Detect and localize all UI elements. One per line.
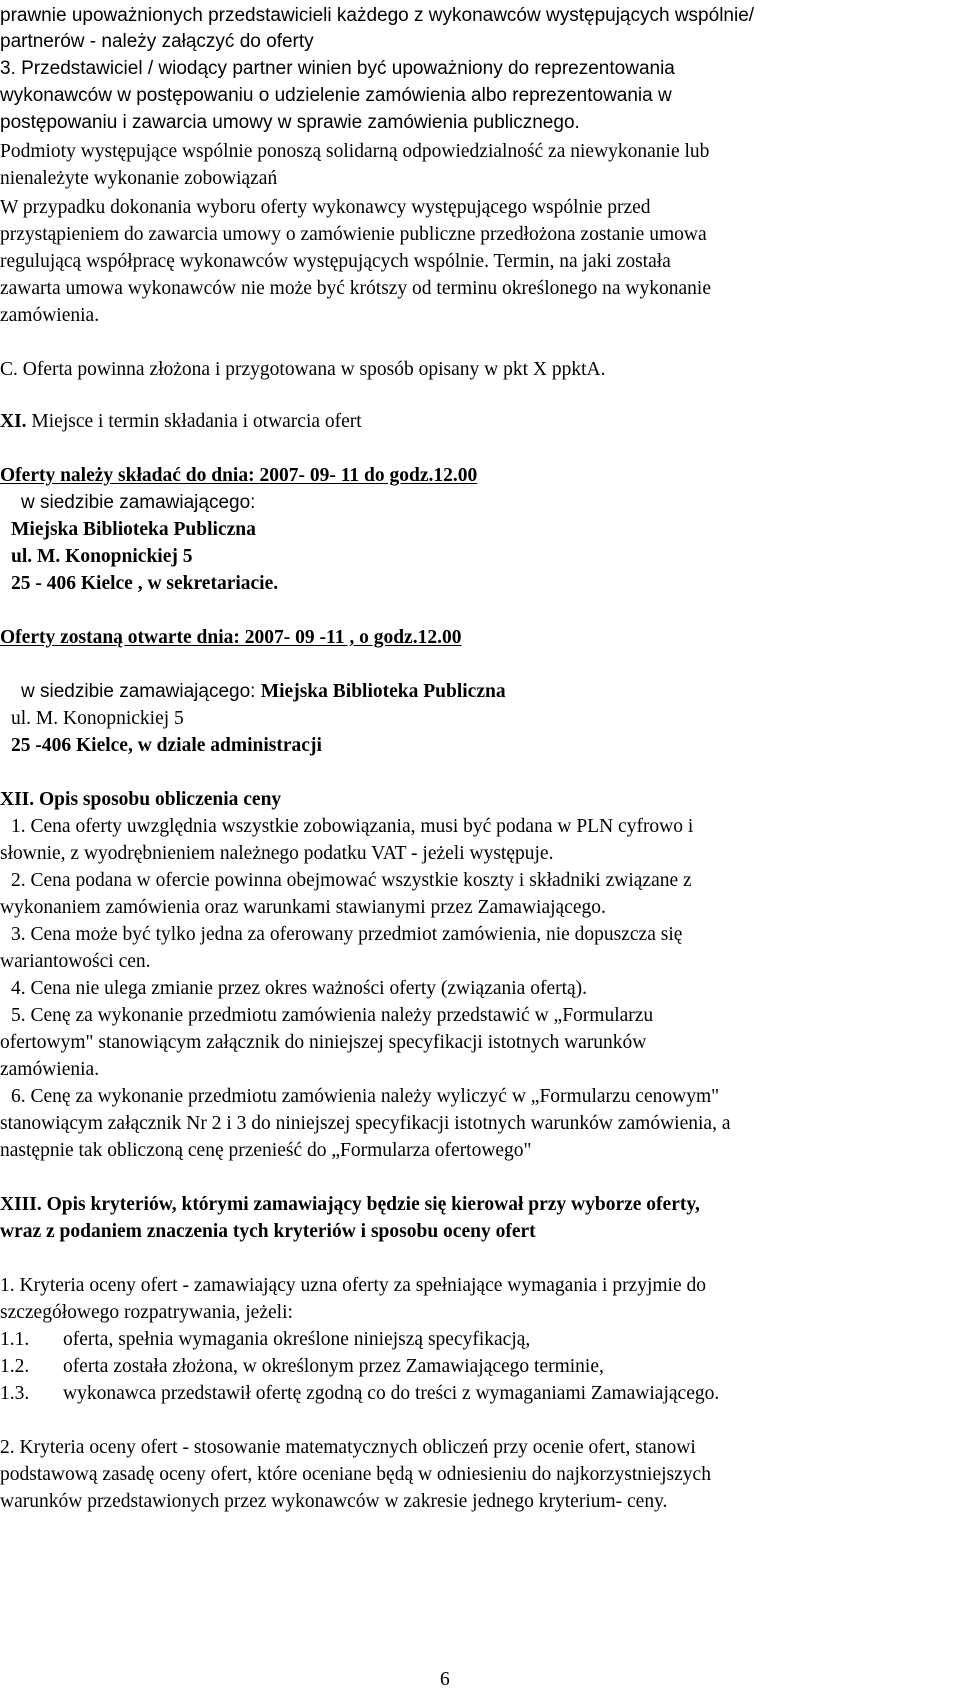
price-point-3: 3. Cena może być tylko jedna za oferowany przedmiot zamówienia, nie dopuszcza się [11, 924, 683, 945]
text-line: szczegółowego rozpatrywania, jeżeli: [0, 1302, 293, 1323]
street-address-2: ul. M. Konopnickiej 5 [11, 708, 184, 729]
price-point-1: 1. Cena oferty uwzględnia wszystkie zobowiązania, musi być podana w PLN cyfrowo i [11, 816, 694, 837]
text-line: partnerów - należy załączyć do oferty [0, 31, 314, 52]
section-title: Miejsce i termin składania i otwarcia ofert [26, 411, 362, 432]
deadline-value: 2007- 09- 11 do godz.12.00 [259, 465, 478, 486]
text-line: zamówienia. [0, 305, 100, 326]
criteria-item [0, 1382, 719, 1406]
text-line: 3. Przedstawiciel / wiodący partner winien być upoważniony do reprezentowania [0, 58, 675, 79]
text-line: podstawową zasadę oceny ofert, które oceniane będą w odniesieniu do najkorzystniejszych [0, 1464, 711, 1485]
text-line: następnie tak obliczoną cenę przenieść do „Formularza ofertowego" [0, 1140, 532, 1161]
text-line: ofertowym" stanowiącym załącznik do niniejszej specyfikacji istotnych warunków [0, 1032, 647, 1053]
opening-value: 2007- 09 -11 , o godz.12.00 [244, 627, 462, 648]
institution-name: Miejska Biblioteka Publiczna [11, 519, 256, 540]
price-point-5: 5. Cenę za wykonanie przedmiotu zamówienia należy przedstawić w „Formularzu [11, 1005, 654, 1026]
text-line: wykonaniem zamówienia oraz warunkami stawianymi przez Zamawiającego. [0, 897, 606, 918]
text-line: wykonawców w postępowaniu o udzielenie zamówienia albo reprezentowania w [0, 85, 672, 106]
section-title: Opis sposobu obliczenia ceny [34, 789, 282, 810]
section-xiii-heading-cont: wraz z podaniem znaczenia tych kryteriów i sposobu oceny ofert [0, 1221, 536, 1242]
text-line: Podmioty występujące wspólnie ponoszą solidarną odpowiedzialność za niewykonanie lub [0, 141, 710, 162]
opening-line [0, 626, 461, 650]
text-line: zamówienia. [0, 1059, 100, 1080]
text-line: W przypadku dokonania wyboru oferty wykonawcy występującego wspólnie przed [0, 197, 651, 218]
opening-label: Oferty zostaną otwarte dnia: [0, 627, 245, 648]
institution-name-2: Miejska Biblioteka Publiczna [260, 681, 506, 702]
deadline-label: Oferty należy składać do dnia: [0, 465, 260, 486]
text-line: przystąpieniem do zawarcia umowy o zamówienie publiczne przedłożona zostanie umowa [0, 224, 707, 245]
criteria-item-number: 1.2. [0, 1356, 30, 1377]
text-line: postępowaniu i zawarcia umowy w sprawie zamówienia publicznego. [0, 112, 580, 133]
criteria-item-text: oferta, spełnia wymagania określone niniejszą specyfikacją, [63, 1329, 531, 1350]
offer-c-paragraph: C. Oferta powinna złożona i przygotowana w sposób opisany w pkt X ppktA. [0, 359, 606, 380]
section-xiii-heading: XIII. Opis kryteriów, którymi zamawiający będzie się kierował przy wyborze oferty, [0, 1194, 700, 1215]
criteria-point-2: 2. Kryteria oceny ofert - stosowanie matematycznych obliczeń przy ocenie ofert, stanowi [0, 1437, 696, 1458]
city-office: 25 - 406 Kielce , w sekretariacie. [11, 573, 279, 594]
text-line: prawnie upoważnionych przedstawicieli każdego z wykonawców występujących wspólnie/ [0, 5, 755, 26]
price-point-4: 4. Cena nie ulega zmianie przez okres ważności oferty (związania ofertą). [11, 978, 588, 999]
street-address: ul. M. Konopnickiej 5 [11, 546, 193, 567]
price-point-2: 2. Cena podana w ofercie powinna obejmować wszystkie koszty i składniki związane z [11, 870, 692, 891]
text-line: zawarta umowa wykonawców nie może być krótszy od terminu określonego na wykonanie [0, 278, 711, 299]
text-line: wariantowości cen. [0, 951, 151, 972]
criteria-item-text: wykonawca przedstawił ofertę zgodną co do treści z wymaganiami Zamawiającego. [63, 1383, 720, 1404]
seat-line-2 [21, 680, 506, 704]
criteria-item [0, 1328, 530, 1352]
seat-line: w siedzibie zamawiającego: [21, 492, 256, 513]
criteria-item [0, 1355, 604, 1379]
text-line: warunków przedstawionych przez wykonawców w zakresie jednego kryterium- ceny. [0, 1491, 668, 1512]
city-admin: 25 -406 Kielce, w dziale administracji [11, 735, 322, 756]
deadline-line [0, 464, 477, 488]
text-line: stanowiącym załącznik Nr 2 i 3 do niniejszej specyfikacji istotnych warunków zamówienia, a [0, 1113, 731, 1134]
page-number: 6 [440, 1669, 450, 1690]
section-xi-heading [0, 410, 362, 434]
text-line: regulującą współpracę wykonawców występujących wspólnie. Termin, na jaki została [0, 251, 671, 272]
text-line: słownie, z wyodrębnieniem należnego podatku VAT - jeżeli występuje. [0, 843, 554, 864]
criteria-item-number: 1.1. [0, 1329, 30, 1350]
criteria-item-number: 1.3. [0, 1383, 30, 1404]
price-point-6: 6. Cenę za wykonanie przedmiotu zamówienia należy wyliczyć w „Formularzu cenowym" [11, 1086, 720, 1107]
criteria-item-text: oferta została złożona, w określonym przez Zamawiającego terminie, [63, 1356, 604, 1377]
criteria-point-1: 1. Kryteria oceny ofert - zamawiający uzna oferty za spełniające wymagania i przyjmie do [0, 1275, 706, 1296]
section-number: XII. [0, 789, 35, 810]
section-number: XI. [0, 411, 27, 432]
seat-label: w siedzibie zamawiającego: [21, 681, 261, 702]
section-xii-heading [0, 788, 281, 812]
text-line: nienależyte wykonanie zobowiązań [0, 168, 278, 189]
